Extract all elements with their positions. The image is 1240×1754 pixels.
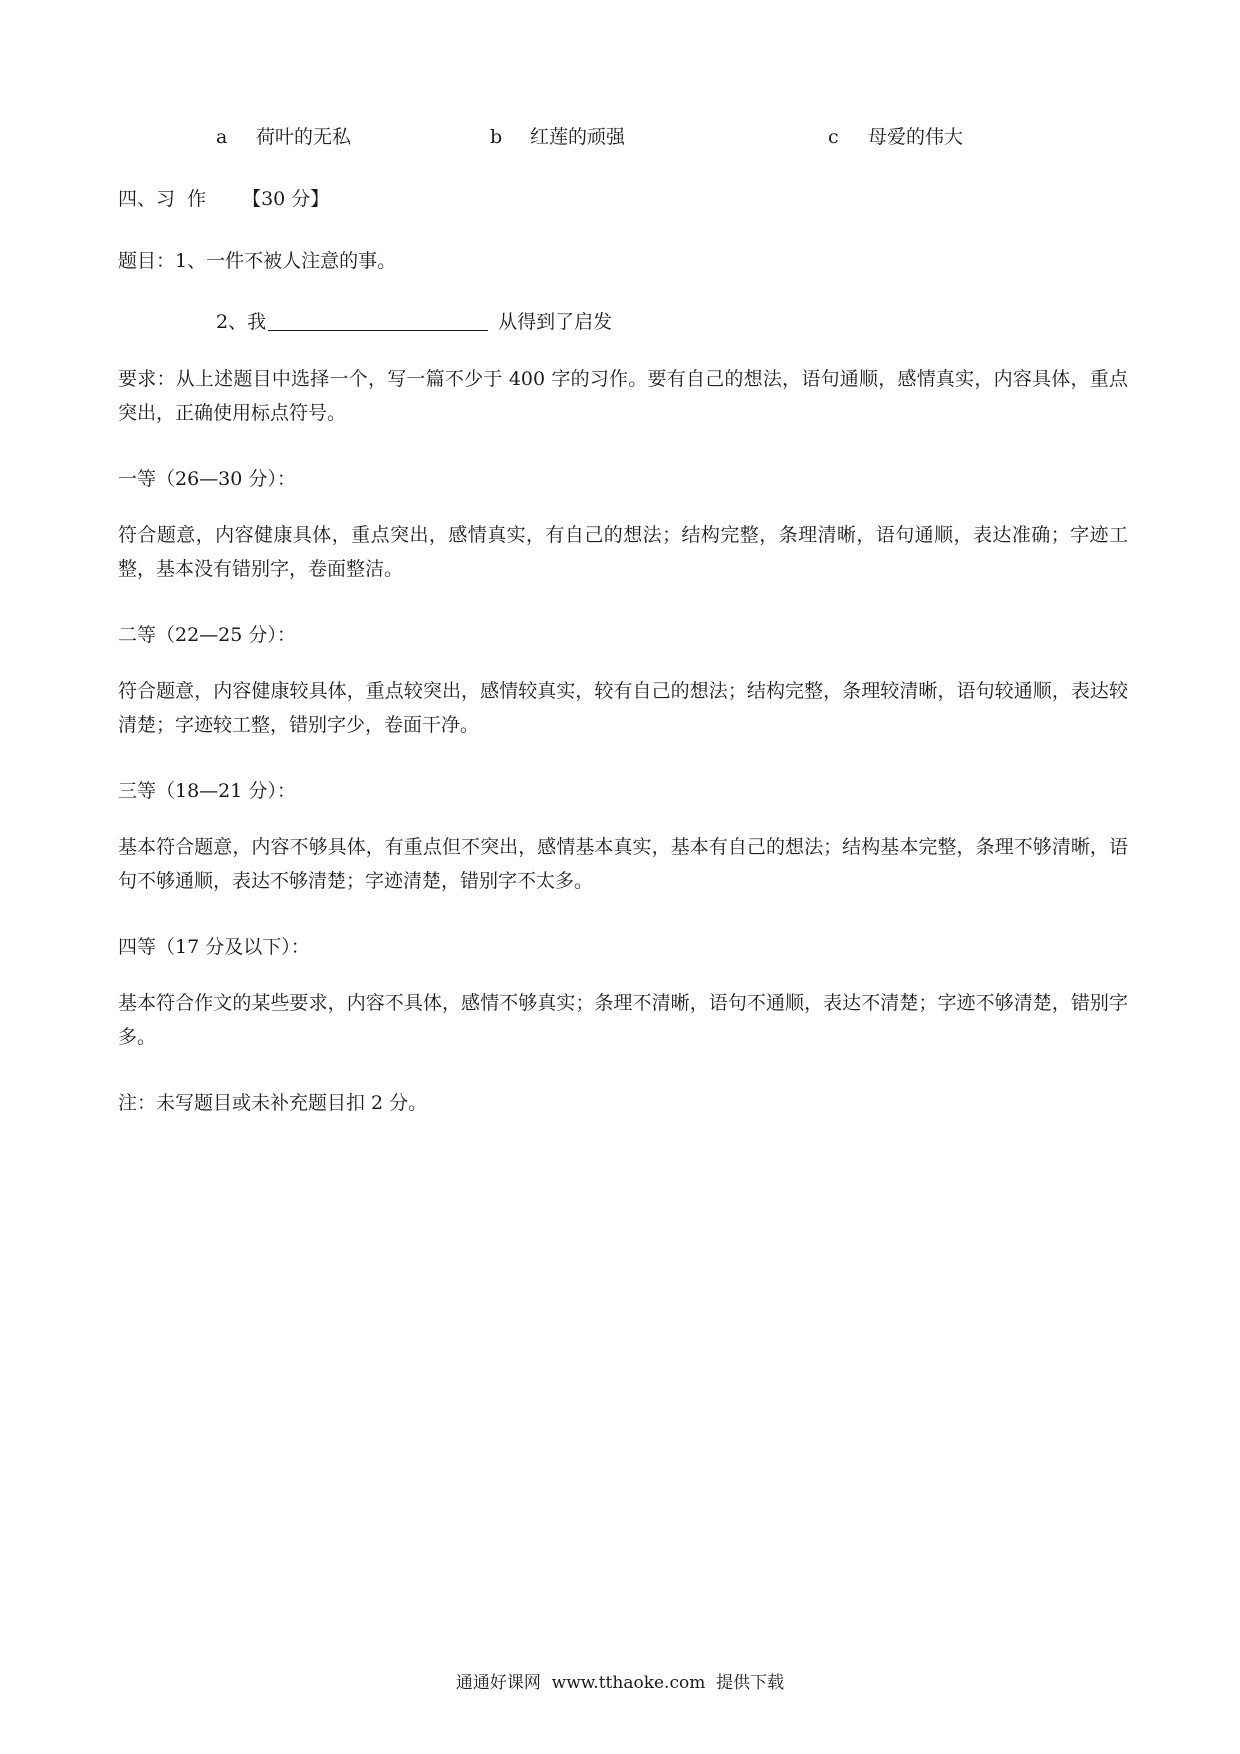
grade-2-desc: 符合题意，内容健康较具体，重点较突出，感情较真实，较有自己的想法；结构完整，条理较清晰，语句较通顺，表达较清楚；字迹较工整，错别字少，卷面干净。 bbox=[118, 680, 1128, 736]
requirement-paragraph: 要求：从上述题目中选择一个，写一篇不少于 400 字的习作。要有自己的想法，语句通顺，感情真实，内容具体，重点突出，正确使用标点符号。 bbox=[118, 368, 1128, 424]
option-a-letter: a bbox=[216, 126, 228, 148]
option-a bbox=[216, 122, 351, 149]
grade-4-desc: 基本符合作文的某些要求，内容不具体，感情不够真实；条理不清晰，语句不通顺，表达不清楚；字迹不够清楚，错别字多。 bbox=[118, 992, 1128, 1048]
option-c-letter: c bbox=[828, 126, 839, 148]
page-footer: 通通好课网 www.tthaoke.com 提供下载 bbox=[455, 1673, 785, 1693]
section-heading bbox=[118, 184, 1128, 211]
option-b bbox=[490, 122, 625, 149]
option-c bbox=[828, 122, 963, 149]
option-c-text: 母爱的伟大 bbox=[868, 126, 964, 148]
grade-3-desc: 基本符合题意，内容不够具体，有重点但不突出，感情基本真实，基本有自己的想法；结构基本完整，条理不够清晰，语句不够通顺，表达不够清楚；字迹清楚，错别字不太多。 bbox=[118, 836, 1128, 892]
grade-4-title: 四等（17 分及以下）： bbox=[118, 936, 310, 958]
option-b-text: 红莲的顽强 bbox=[530, 126, 626, 148]
topic-2-suffix: 从得到了启发 bbox=[498, 311, 613, 333]
topic-2 bbox=[216, 307, 1226, 334]
option-b-letter: b bbox=[490, 126, 503, 148]
note: 注：未写题目或未补充题目扣 2 分。 bbox=[118, 1092, 428, 1114]
grade-2-title: 二等（22—25 分）： bbox=[118, 624, 296, 646]
section-title: 四、习 作 bbox=[118, 188, 207, 210]
grade-1-title: 一等（26—30 分）： bbox=[118, 468, 296, 490]
option-a-text: 荷叶的无私 bbox=[256, 126, 352, 148]
topic-2-blank bbox=[268, 310, 488, 331]
grade-3-title: 三等（18—21 分）： bbox=[118, 780, 296, 802]
section-score: 【30 分】 bbox=[242, 188, 330, 210]
grade-1-desc: 符合题意，内容健康具体，重点突出，感情真实，有自己的想法；结构完整，条理清晰，语句通顺，表达准确；字迹工整，基本没有错别字，卷面整洁。 bbox=[118, 524, 1128, 580]
topic-1: 题目：1、一件不被人注意的事。 bbox=[118, 250, 397, 272]
topic-2-prefix: 2、我 bbox=[216, 311, 267, 333]
